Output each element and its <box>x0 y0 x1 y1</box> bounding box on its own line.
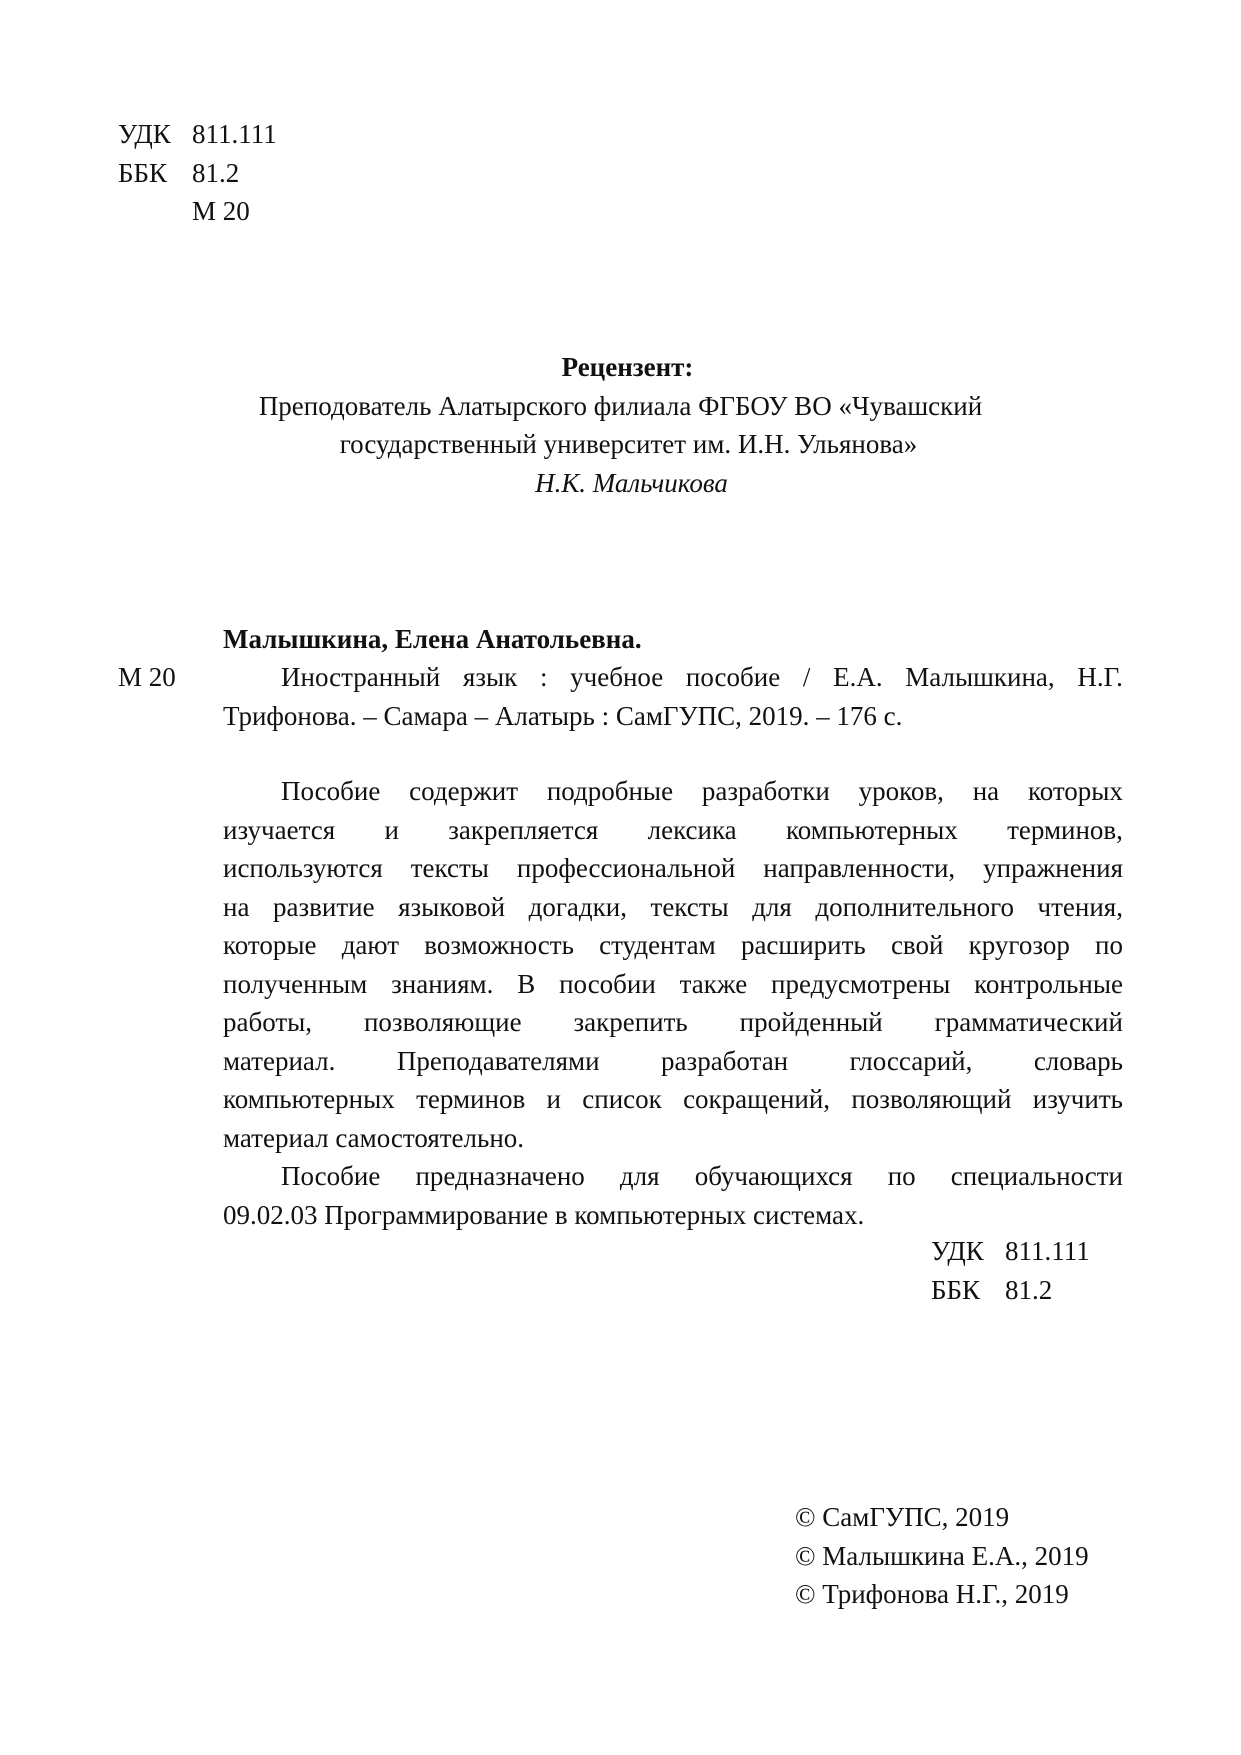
record-author: Малышкина, Елена Анатольевна. <box>223 624 642 654</box>
annotation-line: на развитие языковой догадки, тексты для дополнительного чтения, <box>223 891 1123 922</box>
annotation-line: Пособие предназначено для обучающихся по специальности <box>281 1161 1123 1191</box>
record-line: Иностранный язык : учебное пособие / Е.А. Малышкина, Н.Г. <box>281 662 1123 692</box>
udk-row <box>118 115 277 154</box>
copyright-line: © СамГУПС, 2019 <box>795 1502 1010 1532</box>
annotation-line: которые дают возможность студентам расширить свой кругозор по <box>223 930 1123 960</box>
annotation-line: 09.02.03 Программирование в компьютерных системах. <box>223 1199 865 1230</box>
bottom-classification-codes <box>931 1232 1090 1309</box>
bbk-label: ББК <box>931 1274 981 1305</box>
udk-label: УДК <box>931 1236 984 1266</box>
annotation-line: компьютерных терминов и список сокращений, позволяющий изучить <box>223 1084 1123 1114</box>
annotation-line: изучается и закрепляется лексика компьютерных терминов, <box>223 814 1123 845</box>
record-code-mark: М 20 <box>118 662 176 692</box>
bibliographic-record <box>223 658 1123 735</box>
annotation-line: работы, позволяющие закрепить пройденный грамматический <box>223 1007 1123 1037</box>
copyright-block <box>795 1498 1089 1614</box>
annotation-line: используются тексты профессиональной направленности, упражнения <box>223 853 1123 883</box>
top-classification-codes <box>118 115 277 231</box>
reviewer-block <box>0 348 1241 502</box>
bbk-value: 81.2 <box>1005 1274 1053 1305</box>
udk-value: 811.111 <box>192 119 277 149</box>
author-mark <box>118 192 277 231</box>
bbk-row <box>118 154 277 193</box>
udk-value: 811.111 <box>1005 1236 1090 1266</box>
annotation-line: Пособие содержит подробные разработки уроков, на которых <box>281 776 1123 806</box>
reviewer-title: Рецензент: <box>561 352 694 382</box>
annotation-line: полученным знаниям. В пособии также предусмотрены контрольные <box>223 968 1123 999</box>
udk-row <box>931 1232 1090 1271</box>
record-line: Трифонова. – Самара – Алатырь : СамГУПС, 2019. – 176 с. <box>223 700 903 731</box>
bbk-row <box>931 1271 1090 1310</box>
reviewer-affiliation-line-1: Преподователь Алатырского филиала ФГБОУ ВО «Чувашский <box>258 390 983 421</box>
copyright-line: © Малышкина Е.А., 2019 <box>795 1540 1089 1571</box>
bbk-label: ББК <box>118 157 168 188</box>
annotation <box>223 772 1123 1234</box>
copyright-line: © Трифонова Н.Г., 2019 <box>795 1579 1069 1609</box>
reviewer-affiliation-line-2: государственный университет им. И.Н. Ульянова» <box>339 429 918 459</box>
annotation-line: материал самостоятельно. <box>223 1122 525 1153</box>
author-mark-text: М 20 <box>192 196 250 226</box>
udk-label: УДК <box>118 119 171 149</box>
annotation-line: материал. Преподавателями разработан глоссарий, словарь <box>223 1045 1123 1076</box>
reviewer-name: Н.К. Мальчикова <box>535 467 728 498</box>
bbk-value: 81.2 <box>192 157 240 188</box>
